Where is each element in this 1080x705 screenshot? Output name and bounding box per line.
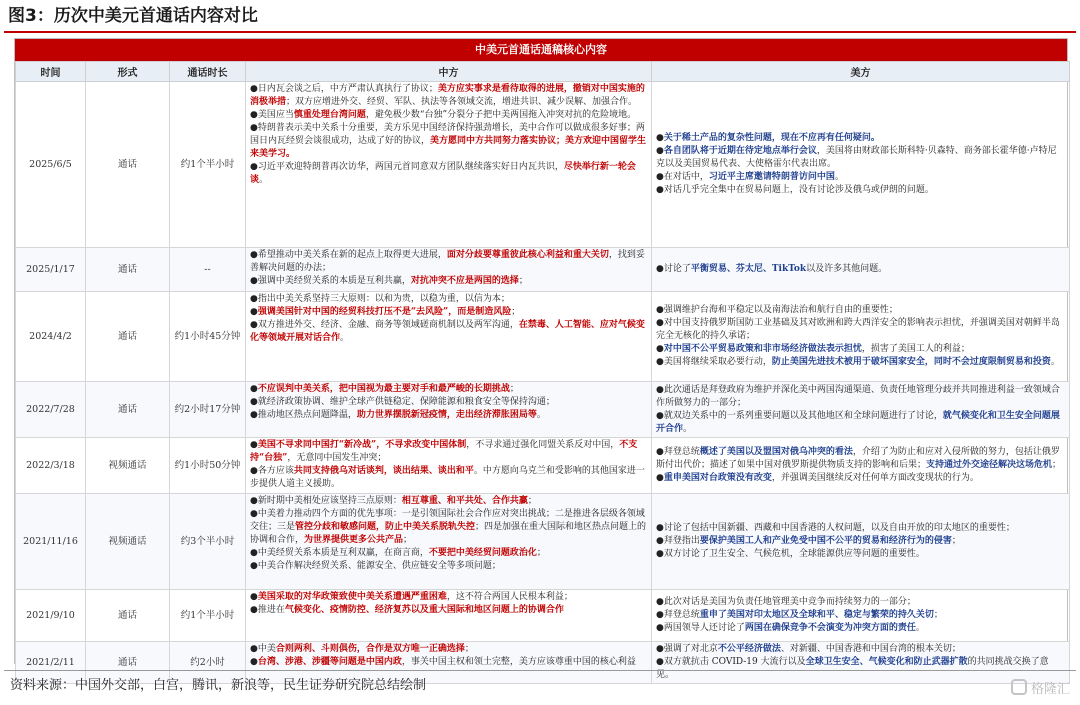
- call-table: [15, 61, 1070, 684]
- us-text: 。: [834, 172, 844, 182]
- cell-us: [652, 248, 1070, 292]
- cell-us: [652, 494, 1070, 590]
- china-text: ●中美着力推动四个方面的优先事项：一是引领国际社会合作应对突出挑战；二是推进各层级各领域交往；三是: [250, 509, 645, 532]
- watermark-logo-icon: [1011, 679, 1027, 695]
- us-highlight: 概述了美国以及盟国对俄乌冲突的看法: [699, 447, 853, 457]
- china-point: [250, 122, 647, 161]
- china-text: ●强调中美经贸关系的本质是互利共赢，: [250, 276, 411, 286]
- china-text: ，事关中国主权和领土完整，美方应该尊重中国的核心利益: [401, 657, 636, 667]
- us-text: ，并强调美国继续反对任何单方面改变现状的行为。: [771, 473, 979, 483]
- cell-form: 视频通话: [86, 438, 170, 494]
- china-text: 。: [259, 175, 269, 185]
- china-highlight: 共同支持俄乌对话谈判，谈出结果、谈出和平: [293, 466, 474, 476]
- china-text: ●: [250, 440, 258, 450]
- us-text: ●在对话中，: [656, 172, 709, 182]
- us-text: ●对话几乎完全集中在贸易问题上，没有讨论涉及俄乌或伊朗的问题。: [656, 185, 934, 195]
- source-note: 资料来源：中国外交部，白宫，腾讯，新浪等，民生证券研究院总结绘制: [4, 670, 1076, 705]
- us-point: [656, 410, 1065, 436]
- us-text: ●此次通话是拜登政府为维护并深化美中两国沟通渠道、负责任地管理分歧并共同推进利益一致领域合作所做努力的一部分；: [656, 384, 1060, 408]
- us-text: ●对中国支持俄罗斯国防工业基础及其对欧洲和跨大西洋安全的影响表示担忧，并强调美国对朝鲜半岛完全无核化的持久承诺；: [656, 318, 1060, 341]
- header-form: 形式: [86, 62, 170, 82]
- us-point: [656, 304, 1065, 317]
- china-text: ；: [511, 307, 521, 317]
- china-point: [250, 396, 647, 409]
- us-highlight: 对中国不公平贸易政策和非市场经济做法表示担忧: [663, 344, 862, 354]
- us-text: ●就双边关系中的一系列重要问题以及其他地区和全球问题进行了讨论，: [656, 410, 943, 421]
- us-text: ●双方讨论了卫生安全、气候危机，全球能源供应等问题的重要性。: [656, 549, 925, 559]
- china-text: ，避免极少数“台独”分裂分子把中美两国拖入冲突对抗的危险境地。: [365, 110, 637, 120]
- china-point: [250, 439, 647, 465]
- us-text: ，损害了美国工人的利益；: [861, 344, 970, 354]
- us-text: ，美国将由财政部长斯科特·贝森特、商务部长霍华德·卢特尼克以及美国贸易代表、大使格雷尔代表出席。: [656, 146, 1057, 169]
- china-highlight: 对抗冲突不应是两国的选择: [410, 276, 519, 286]
- table-row: [16, 438, 1070, 494]
- us-text: ●: [656, 344, 664, 354]
- cell-us: [652, 438, 1070, 494]
- us-point: [656, 145, 1065, 171]
- china-point: [250, 83, 647, 109]
- us-text: ；: [1052, 460, 1062, 470]
- china-text: ●新时期中美相处应该坚持三点原则：: [250, 496, 402, 506]
- china-point: [250, 319, 647, 345]
- china-highlight: 台湾、涉港、涉疆等问题是中国内政: [257, 657, 402, 667]
- china-point: [250, 508, 647, 547]
- china-text: ；: [518, 276, 528, 286]
- china-text: ●: [250, 657, 258, 667]
- china-text: ●双方推进外交、经济、金融、商务等领域磋商机制以及两军沟通，: [250, 320, 519, 330]
- china-text: ●推进在: [250, 605, 285, 615]
- china-text: ；: [403, 535, 413, 545]
- china-text: ●日内瓦会谈之后，中方严肃认真执行了协议；: [250, 84, 438, 94]
- us-highlight: 重申了美国对印太地区及全球和平、稳定与繁荣的持久关切: [699, 610, 934, 620]
- china-point: [250, 604, 647, 617]
- cell-form: 通话: [86, 248, 170, 292]
- china-point: [250, 249, 647, 275]
- header-time: 时间: [16, 62, 86, 82]
- china-highlight: 不应误判中美关系，把中国视为最主要对手和最严峻的长期挑战: [257, 384, 510, 394]
- us-text: ●双方就抗击 COVID-19 大流行以及: [656, 657, 806, 667]
- china-highlight: 面对分歧要尊重彼此核心利益和重大关切: [446, 250, 609, 260]
- cell-china: [246, 590, 652, 642]
- cell-time: 2022/7/28: [16, 382, 86, 438]
- us-point: [656, 384, 1065, 410]
- table-row: [16, 590, 1070, 642]
- china-text: ●指出中美关系坚持三大原则：以和为贵，以稳为重，以信为本；: [250, 294, 510, 304]
- china-text: ●习近平欢迎特朗普再次访华，两国元首同意双方团队继续落实好日内瓦共识，: [250, 162, 564, 172]
- cell-china: [246, 382, 652, 438]
- us-highlight: 要保护美国工人和产业免受中国不公平的贸易和经济行为的侵害: [699, 536, 952, 546]
- us-text: 。: [915, 623, 925, 633]
- china-point: [250, 547, 647, 560]
- cell-duration: 约2小时: [170, 642, 246, 684]
- china-text: ●: [250, 307, 258, 317]
- table-row: [16, 248, 1070, 292]
- china-point: [250, 275, 647, 288]
- us-text: ；: [933, 610, 943, 620]
- us-text: ●: [656, 133, 664, 143]
- china-point: [250, 591, 647, 604]
- us-point: [656, 356, 1065, 369]
- header-row: [16, 62, 1070, 82]
- china-text: ●中美经贸关系本质是互利双赢，在商言商，: [250, 548, 429, 558]
- us-highlight: 支持通过外交途径解决这场危机: [926, 460, 1053, 470]
- us-point: [656, 622, 1065, 635]
- table-row: [16, 494, 1070, 590]
- china-text: ；四是加强在重大国际和地区热点问题上的协调和合作，: [250, 522, 647, 545]
- china-highlight: 慎重处理台湾问题: [293, 110, 366, 120]
- cell-us: [652, 82, 1070, 248]
- us-point: [656, 596, 1065, 609]
- china-highlight: 合则两利、斗则俱伤，合作是双方唯一正确选择: [275, 644, 465, 654]
- us-point: [656, 535, 1065, 548]
- us-text: 、对新疆、中国香港和中国台湾的根本关切；: [780, 644, 961, 654]
- china-text: ●: [250, 384, 258, 394]
- us-point: [656, 609, 1065, 622]
- cell-china: [246, 292, 652, 382]
- china-text: ●中美合作解决经贸关系、能源安全、供应链安全等多项问题；: [250, 561, 501, 571]
- china-text: ；双方应增进外交、经贸、军队、执法等各领域交流，增进共识、减少误解、加强合作。: [286, 97, 638, 107]
- china-point: [250, 656, 647, 669]
- cell-us: [652, 292, 1070, 382]
- china-highlight: 为世界提供更多公共产品: [304, 535, 404, 545]
- china-text: 。: [536, 410, 546, 420]
- china-point: [250, 643, 647, 656]
- china-text: ●美国应当: [250, 110, 294, 120]
- china-text: 。: [340, 333, 350, 343]
- cell-time: 2022/3/18: [16, 438, 86, 494]
- china-point: [250, 306, 647, 319]
- cell-duration: 约3个半小时: [170, 494, 246, 590]
- us-highlight: 全球卫生安全、气候变化和防止武器扩散: [805, 657, 968, 667]
- us-point: [656, 184, 1065, 197]
- us-text: ●强调维护台海和平稳定以及南海法治和航行自由的重要性；: [656, 305, 898, 315]
- header-duration: 通话时长: [170, 62, 246, 82]
- us-point: [656, 522, 1065, 535]
- china-highlight: 不支持“台独”: [250, 440, 638, 463]
- us-text: ●拜登指出: [656, 536, 700, 546]
- cell-time: 2021/9/10: [16, 590, 86, 642]
- cell-time: 2024/4/2: [16, 292, 86, 382]
- us-text: ●此次对话是美国为负责任地管理美中竞争而持续努力的一部分；: [656, 597, 916, 607]
- cell-form: 通话: [86, 292, 170, 382]
- cell-duration: 约1个半小时: [170, 82, 246, 248]
- us-highlight: 就气候变化和卫生安全问题展开合作: [656, 410, 1060, 434]
- china-highlight: 不要把中美经贸问题政治化: [428, 548, 537, 558]
- us-point: [656, 548, 1065, 561]
- us-point: [656, 263, 1065, 276]
- china-point: [250, 409, 647, 422]
- us-text: ●讨论了: [656, 264, 691, 274]
- us-highlight: 关于稀土产品的复杂性问题，现在不应再有任何疑问。: [663, 133, 880, 143]
- cell-china: [246, 248, 652, 292]
- china-highlight: 美方应实事求是看待取得的进展，撤销对中国实施的消极举措: [250, 84, 645, 107]
- china-text: ●特朗普表示美中关系十分重要，美方乐见中国经济保持强劲增长，美中合作可以做成很多好事；两国日内瓦经贸会谈很成功，达成了好的协议，: [250, 123, 645, 146]
- us-text: ●两国领导人还讨论了: [656, 623, 745, 633]
- china-text: ，无意同中国发生冲突；: [287, 453, 387, 463]
- china-highlight: 相互尊重、和平共处、合作共赢: [401, 496, 528, 506]
- us-text: ●美国将继续采取必要行动，: [656, 357, 772, 367]
- cell-duration: 约1个半小时: [170, 590, 246, 642]
- china-text: ●各方应该: [250, 466, 294, 476]
- header-china: 中方: [246, 62, 652, 82]
- cell-form: 通话: [86, 642, 170, 684]
- us-highlight: 习近平主席邀请特朗普访问中国: [708, 172, 835, 182]
- figure-title: 图3：历次中美元首通话内容对比: [8, 6, 258, 26]
- cell-duration: --: [170, 248, 246, 292]
- china-text: ●中美: [250, 644, 276, 654]
- us-text: ●讨论了包括中国新疆、西藏和中国香港的人权问题，以及自由开放的印太地区的重要性；: [656, 523, 1015, 533]
- china-text: ●希望推动中美关系在新的起点上取得更大进展，: [250, 250, 447, 260]
- us-point: [656, 472, 1065, 485]
- us-text: ，介绍了为防止和应对入侵所做的努力，包括让俄罗斯付出代价；描述了如果中国对俄罗斯提供物质支持的影响和后果；: [656, 447, 1060, 470]
- table-row: [16, 382, 1070, 438]
- china-point: [250, 465, 647, 491]
- us-text: ●: [656, 146, 664, 156]
- table-title: 中美元首通话通稿核心内容: [15, 39, 1067, 61]
- china-highlight: 管控分歧和敏感问题，防止中美关系脱轨失控: [295, 522, 476, 532]
- us-highlight: 不公平经济做法: [717, 644, 781, 654]
- china-point: [250, 383, 647, 396]
- china-text: 。中方愿向乌克兰和受影响的其他国家进一步提供人道主义援助。: [250, 466, 645, 489]
- us-point: [656, 446, 1065, 472]
- china-text: ；: [536, 548, 546, 558]
- china-highlight: 美国不寻求同中国打“新冷战”，不寻求改变中国体制: [257, 440, 467, 450]
- watermark-text: 格隆汇: [1030, 681, 1070, 697]
- china-text: ，不寻求通过强化同盟关系反对中国，: [466, 440, 620, 450]
- us-highlight: 重申美国对台政策没有改变: [663, 473, 772, 483]
- china-text: ●就经济政策协调、维护全球产供链稳定、保障能源和粮食安全等保持沟通；: [250, 397, 555, 407]
- cell-duration: 约1小时45分钟: [170, 292, 246, 382]
- cell-us: [652, 590, 1070, 642]
- us-highlight: 平衡贸易、芬太尼、TikTok: [690, 264, 807, 274]
- us-highlight: 防止美国先进技术被用于破坏国家安全，同时不会过度限制贸易和投资: [771, 357, 1051, 367]
- us-point: [656, 643, 1065, 656]
- china-highlight: 尽快举行新一轮会谈: [250, 162, 636, 185]
- china-highlight: 强调美国针对中国的经贸科技打压不是“去风险”，而是制造风险: [257, 307, 512, 317]
- cell-form: 通话: [86, 82, 170, 248]
- us-point: [656, 317, 1065, 343]
- us-highlight: 两国在确保竞争不会演变为冲突方面的责任: [744, 623, 916, 633]
- china-highlight: 在禁毒、人工智能、应对气候变化等领域开展对话合作: [250, 320, 645, 343]
- china-highlight: 美方愿同中方共同努力落实协议；美方欢迎中国留学生来美学习。: [250, 136, 647, 159]
- cell-form: 视频通话: [86, 494, 170, 590]
- us-highlight: 各自团队将于近期在待定地点举行会议: [663, 146, 817, 156]
- us-point: [656, 343, 1065, 356]
- cell-time: 2025/1/17: [16, 248, 86, 292]
- china-highlight: 助力世界摆脱新冠疫情，走出经济滞胀困局等: [356, 410, 537, 420]
- table-row: [16, 82, 1070, 248]
- china-point: [250, 161, 647, 187]
- us-point: [656, 171, 1065, 184]
- us-text: ●强调了对北京: [656, 644, 718, 654]
- china-point: [250, 560, 647, 573]
- us-text: 。: [1050, 357, 1060, 367]
- china-point: [250, 109, 647, 122]
- china-highlight: 气候变化、疫情防控、经济复苏以及重大国际和地区问题上的协调合作: [284, 605, 564, 615]
- cell-duration: 约2小时17分钟: [170, 382, 246, 438]
- cell-form: 通话: [86, 590, 170, 642]
- china-highlight: 美国采取的对华政策致使中美关系遭遇严重困难: [257, 592, 447, 602]
- watermark: [1011, 676, 1070, 698]
- china-text: ，找到妥善解决问题的办法；: [250, 250, 645, 273]
- china-text: ；: [509, 384, 519, 394]
- china-point: [250, 495, 647, 508]
- comparison-table: [14, 38, 1068, 680]
- cell-time: 2025/6/5: [16, 82, 86, 248]
- china-text: ；: [527, 496, 537, 506]
- cell-form: 通话: [86, 382, 170, 438]
- china-point: [250, 293, 647, 306]
- cell-china: [246, 494, 652, 590]
- us-text: ●拜登总统: [656, 610, 700, 620]
- us-text: 的共同挑战交换了意见。: [656, 657, 1049, 680]
- cell-time: 2021/11/16: [16, 494, 86, 590]
- title-rule: [4, 31, 1076, 33]
- us-text: ●拜登总统: [656, 447, 700, 457]
- us-text: ●: [656, 473, 664, 483]
- china-text: ●: [250, 592, 258, 602]
- cell-china: [246, 82, 652, 248]
- cell-us: [652, 382, 1070, 438]
- cell-china: [246, 438, 652, 494]
- header-us: 美方: [652, 62, 1070, 82]
- us-point: [656, 132, 1065, 145]
- us-text: ；: [951, 536, 961, 546]
- china-text: ；: [464, 644, 474, 654]
- us-text: 。: [683, 423, 693, 434]
- us-text: 以及许多其他问题。: [806, 264, 888, 274]
- cell-duration: 约1小时50分钟: [170, 438, 246, 494]
- china-text: ，这不符合两国人民根本利益；: [446, 592, 573, 602]
- china-text: ●推动地区热点问题降温，: [250, 410, 357, 420]
- table-row: [16, 292, 1070, 382]
- cell-time: 2021/2/11: [16, 642, 86, 684]
